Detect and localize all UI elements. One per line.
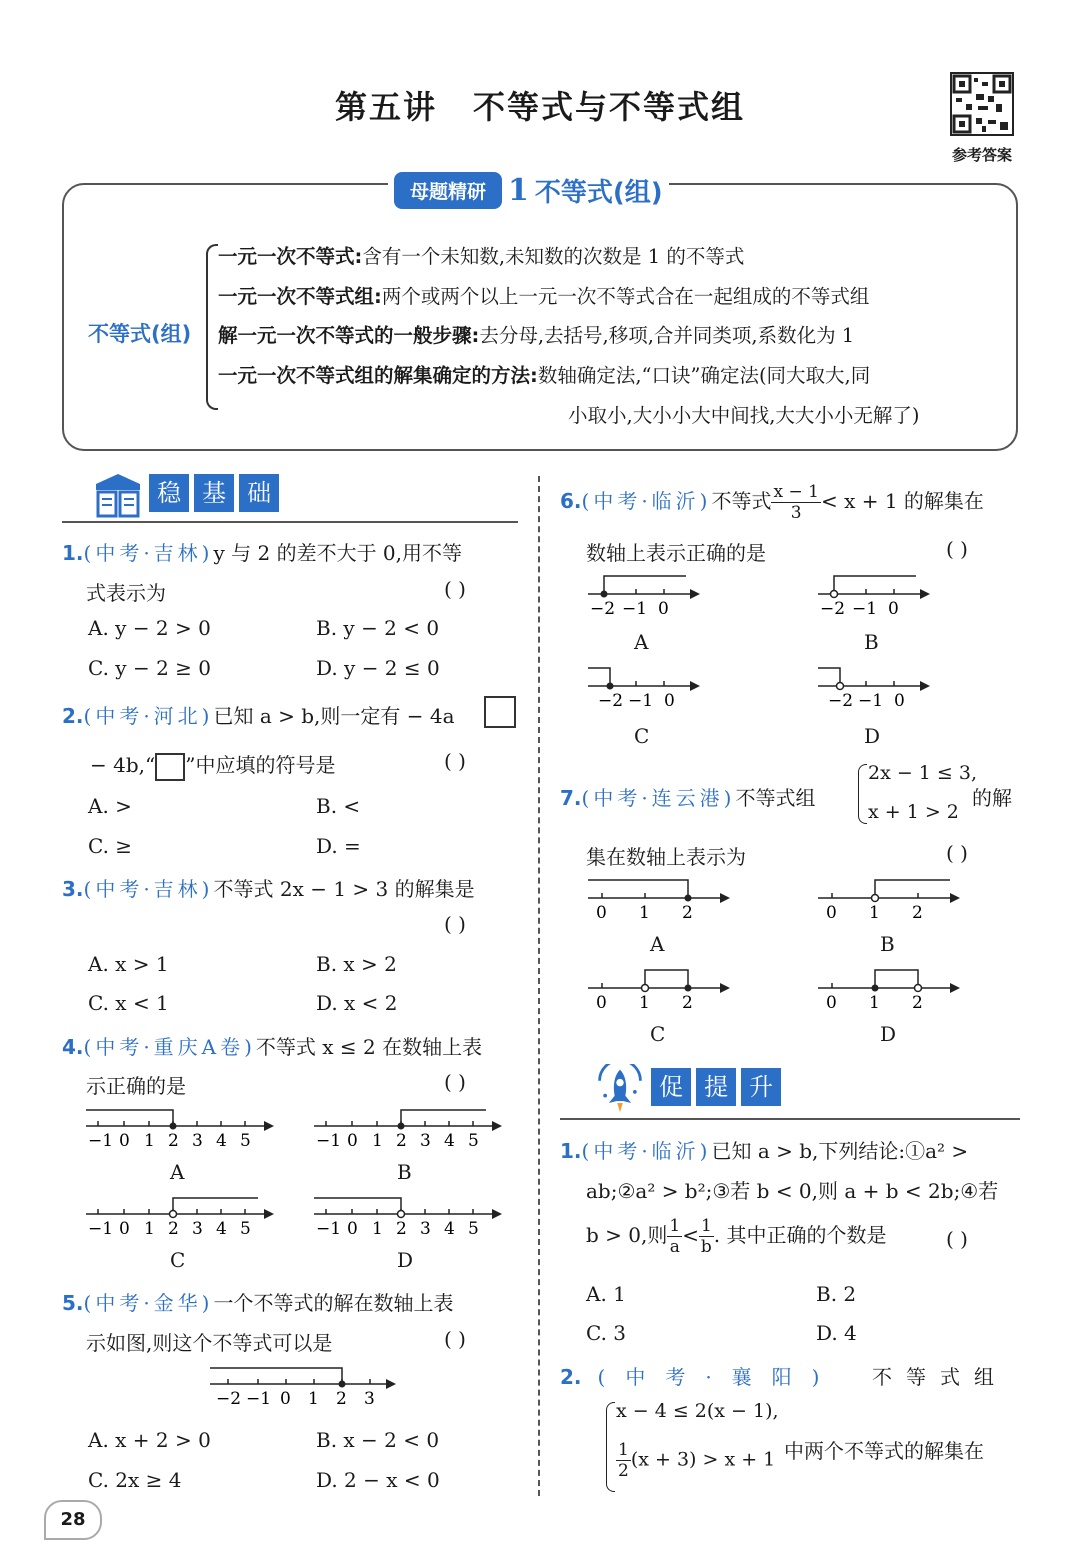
section-char: 稳 bbox=[149, 474, 189, 512]
brace bbox=[206, 244, 218, 410]
tag-number: 1 bbox=[508, 173, 529, 208]
number-line-a[interactable] bbox=[584, 876, 734, 924]
svg-text:1: 1 bbox=[144, 1219, 155, 1239]
option-a[interactable]: A. x + 2 > 0 bbox=[88, 1428, 211, 1452]
answer-paren[interactable]: ( ) bbox=[444, 1327, 466, 1351]
number-line-c[interactable] bbox=[584, 966, 734, 1014]
system-line: $\frac{1}{2}$ (x + 3) > x + 1 bbox=[618, 1440, 776, 1481]
svg-text:0: 0 bbox=[664, 691, 675, 711]
summary-line: 解一元一次不等式的一般步骤:去分母,去括号,移项,合并同类项,系数化为 1 bbox=[218, 324, 855, 347]
question-text: b > 0,则 $\frac{1}{a}$ < $\frac{1}{b}$ . 其中正确的个数是 bbox=[586, 1216, 887, 1257]
svg-text:0: 0 bbox=[596, 903, 607, 923]
answer-paren[interactable]: ( ) bbox=[444, 577, 466, 601]
option-d[interactable]: D. x < 2 bbox=[316, 991, 398, 1015]
system-brace bbox=[606, 1402, 615, 1492]
svg-text:−1: −1 bbox=[858, 691, 884, 711]
option-c[interactable]: C. 3 bbox=[586, 1321, 627, 1345]
choice-label: D bbox=[397, 1248, 414, 1272]
question-text: 式表示为 bbox=[86, 581, 166, 605]
answer-paren[interactable]: ( ) bbox=[444, 749, 466, 773]
svg-text:3: 3 bbox=[420, 1219, 431, 1239]
svg-text:2: 2 bbox=[168, 1219, 179, 1239]
page-number: 28 bbox=[44, 1500, 102, 1540]
advance-question-1: 1.(中考·临沂)已知 a > b,下列结论:①a² > bbox=[560, 1139, 969, 1163]
choice-label: A bbox=[634, 630, 649, 654]
column-divider bbox=[538, 476, 540, 1496]
fraction: $\frac{x - 1}{3}$ bbox=[773, 482, 819, 523]
svg-text:1: 1 bbox=[869, 993, 880, 1013]
question-text: 的解 bbox=[972, 786, 1012, 810]
summary-line: 一元一次不等式组:两个或两个以上一元一次不等式合在一起组成的不等式组 bbox=[218, 285, 870, 308]
choice-label: A bbox=[170, 1160, 185, 1184]
option-b[interactable]: B. x > 2 bbox=[316, 952, 397, 976]
option-a[interactable]: A. x > 1 bbox=[88, 952, 169, 976]
choice-label: A bbox=[650, 932, 665, 956]
number-line-a[interactable] bbox=[82, 1104, 282, 1154]
option-b[interactable]: B. x − 2 < 0 bbox=[316, 1428, 440, 1452]
choice-label: D bbox=[864, 724, 881, 748]
svg-text:4: 4 bbox=[216, 1131, 227, 1151]
book-icon bbox=[92, 470, 144, 522]
option-d[interactable]: D. 2 − x < 0 bbox=[316, 1468, 440, 1492]
advance-question-2: 2. (中考·襄阳) bbox=[560, 1365, 840, 1389]
option-a[interactable]: A. y − 2 > 0 bbox=[88, 616, 211, 640]
svg-text:−1: −1 bbox=[622, 599, 648, 619]
section-char: 升 bbox=[741, 1068, 781, 1106]
svg-text:5: 5 bbox=[468, 1131, 479, 1151]
svg-text:1: 1 bbox=[372, 1219, 383, 1239]
svg-text:2: 2 bbox=[912, 993, 923, 1013]
page-title: 第五讲 不等式与不等式组 bbox=[334, 88, 746, 126]
option-d[interactable]: D. = bbox=[316, 834, 361, 858]
question-3: 3.(中考·吉林)不等式 2x − 1 > 3 的解集是 bbox=[62, 877, 475, 901]
tag-title: 不等式(组) bbox=[534, 178, 663, 208]
system-line: x − 4 ≤ 2(x − 1), bbox=[616, 1400, 779, 1422]
svg-text:−1: −1 bbox=[316, 1131, 342, 1151]
fraction: $\frac{1}{a}$ bbox=[669, 1216, 681, 1257]
svg-text:−2: −2 bbox=[590, 599, 616, 619]
svg-text:3: 3 bbox=[192, 1219, 203, 1239]
svg-text:−1: −1 bbox=[852, 599, 878, 619]
choice-label: B bbox=[880, 932, 895, 956]
svg-text:2: 2 bbox=[168, 1131, 179, 1151]
svg-text:4: 4 bbox=[444, 1131, 455, 1151]
svg-text:5: 5 bbox=[240, 1131, 251, 1151]
qr-label: 参考答案 bbox=[951, 146, 1012, 164]
svg-text:1: 1 bbox=[308, 1389, 319, 1409]
svg-text:1: 1 bbox=[639, 993, 650, 1013]
rocket-icon bbox=[594, 1064, 646, 1116]
number-line-c[interactable] bbox=[82, 1192, 282, 1242]
svg-text:0: 0 bbox=[347, 1219, 358, 1239]
question-text: 数轴上表示正确的是 bbox=[586, 541, 766, 565]
system-brace bbox=[858, 764, 867, 824]
blank-box-inline[interactable] bbox=[155, 753, 185, 781]
section-char: 基 bbox=[194, 474, 234, 512]
question-2: 2.(中考·河北)已知 a > b,则一定有 − 4a bbox=[62, 704, 455, 728]
number-line-a[interactable] bbox=[584, 572, 704, 620]
answer-paren[interactable]: ( ) bbox=[946, 537, 968, 561]
blank-box[interactable] bbox=[484, 696, 516, 728]
choice-label: D bbox=[880, 1022, 897, 1046]
answer-paren[interactable]: ( ) bbox=[444, 1070, 466, 1094]
question-1: 1.(中考·吉林)y 与 2 的差不大于 0,用不等 bbox=[62, 541, 463, 565]
option-c[interactable]: C. ≥ bbox=[88, 834, 133, 858]
question-4: 4.(中考·重庆A卷)不等式 x ≤ 2 在数轴上表 bbox=[62, 1035, 483, 1059]
answer-paren[interactable]: ( ) bbox=[946, 841, 968, 865]
option-c[interactable]: C. 2x ≥ 4 bbox=[88, 1468, 182, 1492]
svg-text:2: 2 bbox=[682, 993, 693, 1013]
svg-text:2: 2 bbox=[336, 1389, 347, 1409]
section-rule bbox=[560, 1118, 1020, 1120]
svg-text:0: 0 bbox=[280, 1389, 291, 1409]
svg-text:1: 1 bbox=[869, 903, 880, 923]
svg-text:0: 0 bbox=[658, 599, 669, 619]
number-line-b[interactable] bbox=[814, 572, 934, 620]
svg-text:0: 0 bbox=[596, 993, 607, 1013]
question-text: 示如图,则这个不等式可以是 bbox=[86, 1331, 333, 1355]
svg-text:−1: −1 bbox=[88, 1131, 114, 1151]
svg-text:0: 0 bbox=[888, 599, 899, 619]
svg-text:−2: −2 bbox=[216, 1389, 242, 1409]
choice-label: C bbox=[634, 724, 650, 748]
summary-line: 一元一次不等式组的解集确定的方法:数轴确定法,“口诀”确定法(同大取大,同 bbox=[218, 364, 871, 387]
qr-code-icon[interactable] bbox=[950, 72, 1014, 136]
question-6: 6.(中考·临沂)不等式 $\frac{x - 1}{3}$ < x + 1 的解集在 bbox=[560, 482, 984, 523]
svg-text:2: 2 bbox=[396, 1219, 407, 1239]
svg-text:5: 5 bbox=[468, 1219, 479, 1239]
question-text: 中两个不等式的解集在 bbox=[784, 1439, 984, 1463]
svg-text:4: 4 bbox=[444, 1219, 455, 1239]
number-line-b[interactable] bbox=[310, 1104, 510, 1154]
svg-text:0: 0 bbox=[119, 1131, 130, 1151]
svg-text:2: 2 bbox=[396, 1131, 407, 1151]
svg-text:0: 0 bbox=[826, 993, 837, 1013]
choice-label: B bbox=[864, 630, 879, 654]
svg-text:0: 0 bbox=[119, 1219, 130, 1239]
option-c[interactable]: C. y − 2 ≥ 0 bbox=[88, 656, 211, 680]
choice-label: C bbox=[650, 1022, 666, 1046]
svg-text:2: 2 bbox=[912, 903, 923, 923]
svg-text:−2: −2 bbox=[598, 691, 624, 711]
svg-text:0: 0 bbox=[894, 691, 905, 711]
section-advance-header bbox=[594, 1064, 786, 1116]
choice-label: C bbox=[170, 1248, 186, 1272]
svg-text:5: 5 bbox=[240, 1219, 251, 1239]
option-d[interactable]: D. y − 2 ≤ 0 bbox=[316, 656, 440, 680]
svg-text:3: 3 bbox=[364, 1389, 375, 1409]
option-b[interactable]: B. y − 2 < 0 bbox=[316, 616, 440, 640]
answer-paren[interactable]: ( ) bbox=[946, 1227, 968, 1251]
number-line-d[interactable] bbox=[310, 1192, 510, 1242]
option-b[interactable]: B. < bbox=[316, 794, 361, 818]
svg-text:−1: −1 bbox=[246, 1389, 272, 1409]
svg-text:−1: −1 bbox=[316, 1219, 342, 1239]
number-line-c[interactable] bbox=[584, 664, 704, 712]
section-char: 提 bbox=[696, 1068, 736, 1106]
question-5: 5.(中考·金华)一个不等式的解在数轴上表 bbox=[62, 1291, 454, 1315]
question-7: 7.(中考·连云港)不等式组 bbox=[560, 786, 816, 810]
svg-text:−2: −2 bbox=[828, 691, 854, 711]
svg-text:−2: −2 bbox=[820, 599, 846, 619]
svg-text:−1: −1 bbox=[628, 691, 654, 711]
section-basic-header bbox=[92, 470, 284, 522]
number-line-d[interactable] bbox=[814, 966, 964, 1014]
svg-text:3: 3 bbox=[420, 1131, 431, 1151]
question-text: 不等式组 bbox=[872, 1365, 1008, 1389]
svg-text:4: 4 bbox=[216, 1219, 227, 1239]
section-char: 促 bbox=[651, 1068, 691, 1106]
option-d[interactable]: D. 4 bbox=[816, 1321, 857, 1345]
svg-text:1: 1 bbox=[144, 1131, 155, 1151]
svg-text:1: 1 bbox=[639, 903, 650, 923]
fraction: $\frac{1}{b}$ bbox=[700, 1216, 712, 1257]
summary-label: 不等式(组) bbox=[88, 322, 192, 346]
number-line-d[interactable] bbox=[814, 664, 934, 712]
summary-line: 小取小,大小小大中间找,大大小小无解了) bbox=[568, 404, 920, 427]
option-a[interactable]: A. > bbox=[88, 794, 132, 818]
question-text: 集在数轴上表示为 bbox=[586, 845, 746, 869]
system-line: x + 1 > 2 bbox=[868, 801, 959, 823]
svg-text:0: 0 bbox=[826, 903, 837, 923]
section-rule bbox=[62, 521, 518, 523]
option-a[interactable]: A. 1 bbox=[586, 1282, 626, 1306]
svg-text:0: 0 bbox=[347, 1131, 358, 1151]
svg-text:3: 3 bbox=[192, 1131, 203, 1151]
section-char: 础 bbox=[239, 474, 279, 512]
option-b[interactable]: B. 2 bbox=[816, 1282, 857, 1306]
answer-paren[interactable]: ( ) bbox=[444, 912, 466, 936]
system-line: 2x − 1 ≤ 3, bbox=[868, 762, 978, 784]
choice-label: B bbox=[397, 1160, 412, 1184]
summary-tag bbox=[388, 172, 669, 212]
question-text: ab;②a² > b²;③若 b < 0,则 a + b < 2b;④若 bbox=[586, 1179, 999, 1203]
svg-text:−1: −1 bbox=[88, 1219, 114, 1239]
option-c[interactable]: C. x < 1 bbox=[88, 991, 169, 1015]
tag-badge: 母题精研 bbox=[394, 172, 502, 209]
summary-line: 一元一次不等式:含有一个未知数,未知数的次数是 1 的不等式 bbox=[218, 245, 745, 268]
question-text: − 4b,“ ”中应填的符号是 bbox=[90, 749, 335, 781]
number-line-q5 bbox=[206, 1362, 406, 1410]
svg-text:1: 1 bbox=[372, 1131, 383, 1151]
question-text: 示正确的是 bbox=[86, 1074, 186, 1098]
number-line-b[interactable] bbox=[814, 876, 964, 924]
svg-text:2: 2 bbox=[682, 903, 693, 923]
